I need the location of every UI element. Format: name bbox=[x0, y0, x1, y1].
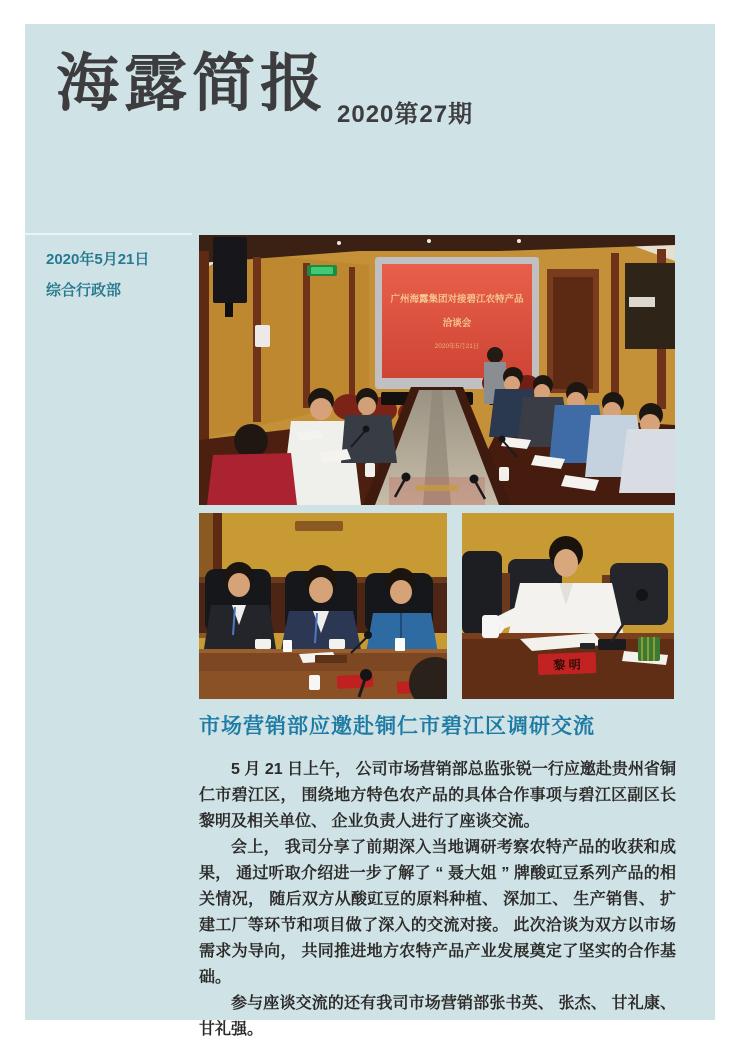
article-paragraph-1: 5 月 21 日上午， 公司市场营销部总监张锐一行应邀赴贵州省铜仁市碧江区， 围绕地方特色农产品的具体合作事项与碧江区副区长黎明及相关单位、 企业负责人进行了座谈交流。 bbox=[199, 761, 676, 830]
sidebar-divider bbox=[25, 233, 192, 235]
issue-number: 2020第27期 bbox=[337, 101, 474, 128]
newsletter-title: 海露简报 bbox=[56, 49, 328, 119]
sidebar-department: 综合行政部 bbox=[46, 282, 122, 299]
photo-speaker bbox=[462, 513, 674, 699]
meeting-room-scene bbox=[199, 235, 675, 505]
exit-sign bbox=[307, 265, 337, 276]
screen-title-line: 广州海露集团对接碧江农特产品 bbox=[390, 294, 524, 305]
article-paragraph-2: 会上， 我司分享了前期深入当地调研考察农特产品的收获和成果， 通过听取介绍进一步了解了 “ 聂大姐 ” 牌酸豇豆系列产品的相关情况， 随后双方从酸豇豆的原料种植、 深加工、 生产销售、 扩建工厂等环节和项目做了深入的交流对接。 此次洽谈为双方以市场需求为导向， 共同推进地方农特产品产业发展奠定了坚实的合作基础。 bbox=[199, 839, 676, 986]
cabinet-equipment bbox=[625, 263, 675, 349]
door bbox=[547, 269, 599, 393]
delegates-scene bbox=[199, 513, 447, 699]
sidebar-date: 2020年5月21日 bbox=[46, 251, 150, 268]
article bbox=[199, 710, 676, 1043]
photo-delegates bbox=[199, 513, 447, 699]
article-paragraph-3: 参与座谈交流的还有我司市场营销部张书英、 张杰、 甘礼康、 甘礼强。 bbox=[199, 995, 676, 1038]
article-headline: 市场营销部应邀赴铜仁市碧江区调研交流 bbox=[199, 715, 595, 738]
pen-holder bbox=[638, 637, 660, 661]
nameplate-text: 黎 明 bbox=[553, 657, 581, 673]
nameplate bbox=[538, 652, 597, 675]
screen-subtitle-line: 洽谈会 bbox=[442, 318, 472, 329]
screen-date-line: 2020年5月21日 bbox=[434, 343, 480, 350]
speaker-scene bbox=[462, 513, 674, 699]
photo-meeting-room bbox=[199, 235, 675, 505]
ac-control-panel bbox=[255, 325, 270, 347]
